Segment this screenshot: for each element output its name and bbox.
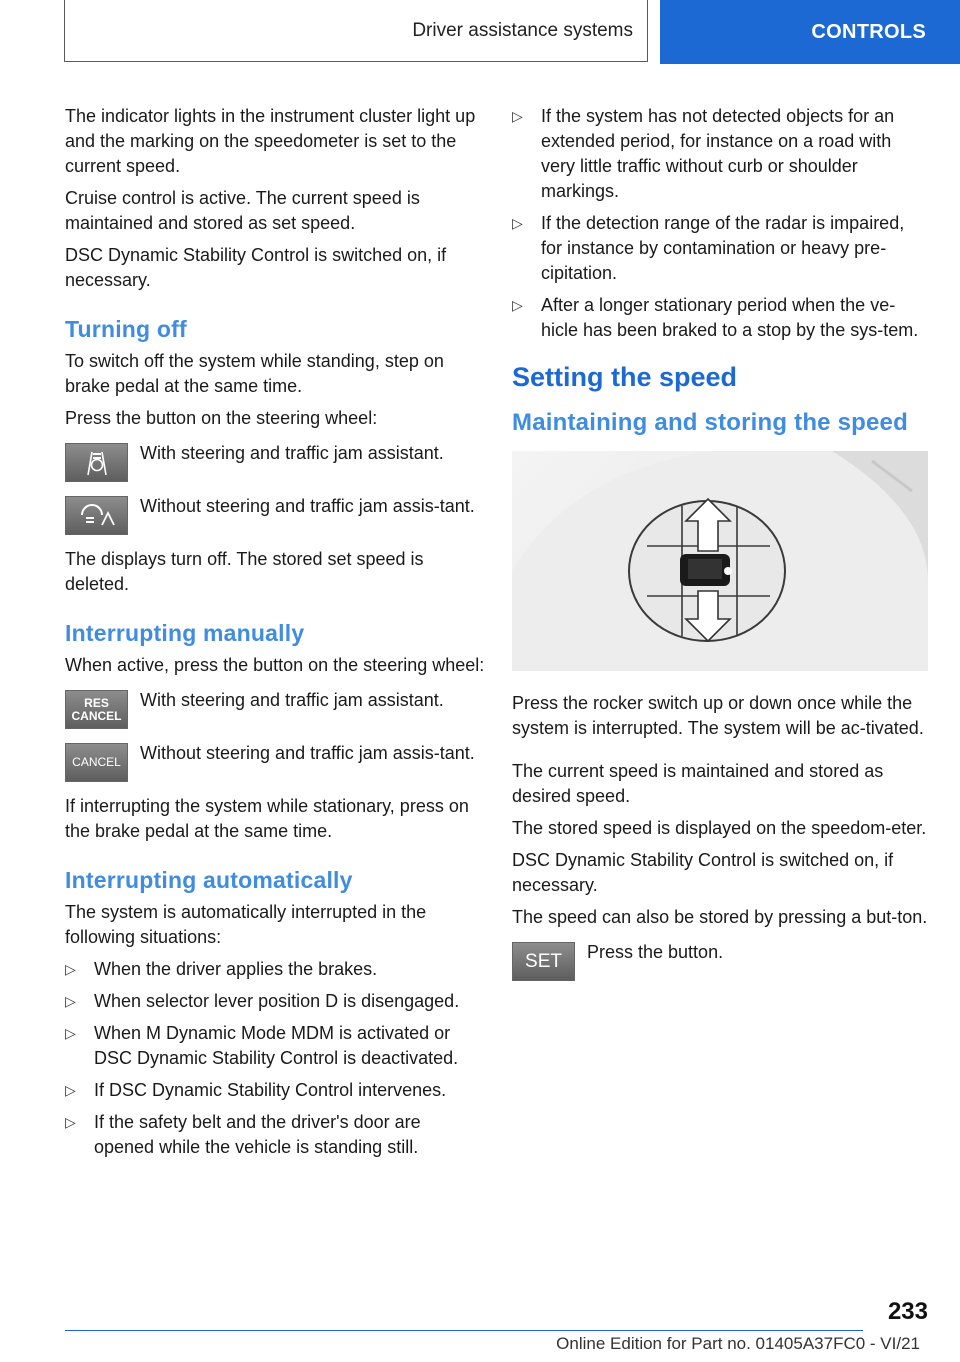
- list-item: ▷ When M Dynamic Mode MDM is activated or DSC Dynamic Stability Control is deactivated.: [65, 1023, 459, 1068]
- paragraph: The displays turn off. The stored set speed is deleted.: [65, 549, 424, 594]
- icon-description: Press the button.: [587, 942, 724, 962]
- header-chapter: [660, 0, 960, 64]
- bullet-icon: ▷: [512, 215, 523, 231]
- paragraph: To switch off the system while standing, step on brake pedal at the same time.: [65, 351, 444, 396]
- paragraph: When active, press the button on the steering wheel:: [65, 655, 485, 675]
- heading-setting-speed: Setting the speed: [512, 362, 738, 392]
- steering-assist-button-icon: [65, 443, 128, 482]
- heading-maintaining-storing: Maintaining and storing the speed: [512, 409, 908, 436]
- button-label: SET: [525, 951, 562, 972]
- bullet-icon: ▷: [65, 1082, 76, 1098]
- heading-turning-off: Turning off: [65, 316, 187, 342]
- set-button-icon: [512, 942, 575, 981]
- page-number: 233: [887, 1298, 928, 1325]
- icon-description: Without steering and traffic jam assis-tant.: [140, 496, 475, 516]
- icon-description: With steering and traffic jam assistant.: [140, 443, 444, 463]
- paragraph: The system is automatically interrupted in the following situations:: [65, 902, 427, 947]
- cruise-control-button-icon: [65, 496, 128, 535]
- list-item: ▷ If DSC Dynamic Stability Control intervenes.: [65, 1078, 485, 1103]
- button-label: CANCEL: [71, 708, 122, 723]
- button-label: RES: [84, 695, 109, 710]
- icon-row: [65, 741, 485, 782]
- list-item: ▷ After a longer stationary period when the ve-hicle has been braked to a stop by the sys-tem.: [512, 295, 919, 340]
- bullet-icon: ▷: [65, 993, 76, 1009]
- bullet-icon: ▷: [512, 297, 523, 313]
- heading-interrupting-automatically: Interrupting automatically: [65, 867, 353, 893]
- icon-row: [65, 688, 485, 729]
- paragraph: Press the rocker switch up or down once while the system is interrupted. The system will be ac-tivated.: [512, 693, 924, 738]
- bullet-icon: ▷: [65, 1025, 76, 1041]
- bullet-icon: ▷: [65, 1114, 76, 1130]
- paragraph: DSC Dynamic Stability Control is switched on, if necessary.: [65, 245, 447, 290]
- list-item: ▷ When selector lever position D is disengaged.: [65, 989, 485, 1014]
- header-section: [64, 0, 648, 62]
- paragraph: If interrupting the system while stationary, press on the brake pedal at the same time.: [65, 796, 469, 841]
- button-label: CANCEL: [72, 755, 121, 769]
- res-cancel-button-icon: [65, 690, 128, 729]
- footer-divider: [65, 1330, 863, 1331]
- paragraph: The current speed is maintained and stored as desired speed.: [512, 761, 884, 806]
- right-column: [512, 104, 930, 993]
- icon-row: [65, 441, 485, 482]
- bullet-icon: ▷: [65, 961, 76, 977]
- chapter-title: CONTROLS: [811, 20, 926, 43]
- list-item: ▷ If the safety belt and the driver's door are opened while the vehicle is standing still.: [65, 1112, 421, 1157]
- icon-row: [65, 494, 485, 535]
- heading-interrupting-manually: Interrupting manually: [65, 620, 305, 646]
- list-item: ▷ If the system has not detected objects for an extended period, for instance on a road with very little traffic without curb or shoulder markings.: [512, 106, 895, 201]
- icon-description: Without steering and traffic jam assis-tant.: [140, 743, 475, 763]
- steering-wheel-rocker-switch-image: [512, 451, 928, 671]
- bullet-icon: ▷: [512, 108, 523, 124]
- icon-row: [512, 940, 930, 981]
- footer-edition: Online Edition for Part no. 01405A37FC0 - VI/21: [556, 1334, 920, 1353]
- paragraph: The stored speed is displayed on the speedom-eter.: [512, 818, 927, 838]
- cancel-button-icon: [65, 743, 128, 782]
- bullet-list: [512, 104, 930, 343]
- paragraph: Cruise control is active. The current speed is maintained and stored as set speed.: [65, 188, 420, 233]
- paragraph: Press the button on the steering wheel:: [65, 408, 378, 428]
- left-column: [65, 104, 485, 1167]
- list-item: ▷ If the detection range of the radar is impaired, for instance by contamination or heavy pre-cipitation.: [512, 213, 905, 283]
- bullet-list: [65, 957, 485, 1160]
- list-item: ▷ When the driver applies the brakes.: [65, 957, 485, 982]
- paragraph: The indicator lights in the instrument cluster light up and the marking on the speedometer is set to the current speed.: [65, 106, 476, 176]
- section-title: Driver assistance systems: [412, 19, 633, 41]
- paragraph: DSC Dynamic Stability Control is switched on, if necessary.: [512, 850, 894, 895]
- icon-description: With steering and traffic jam assistant.: [140, 690, 444, 710]
- paragraph: The speed can also be stored by pressing a but-ton.: [512, 907, 928, 927]
